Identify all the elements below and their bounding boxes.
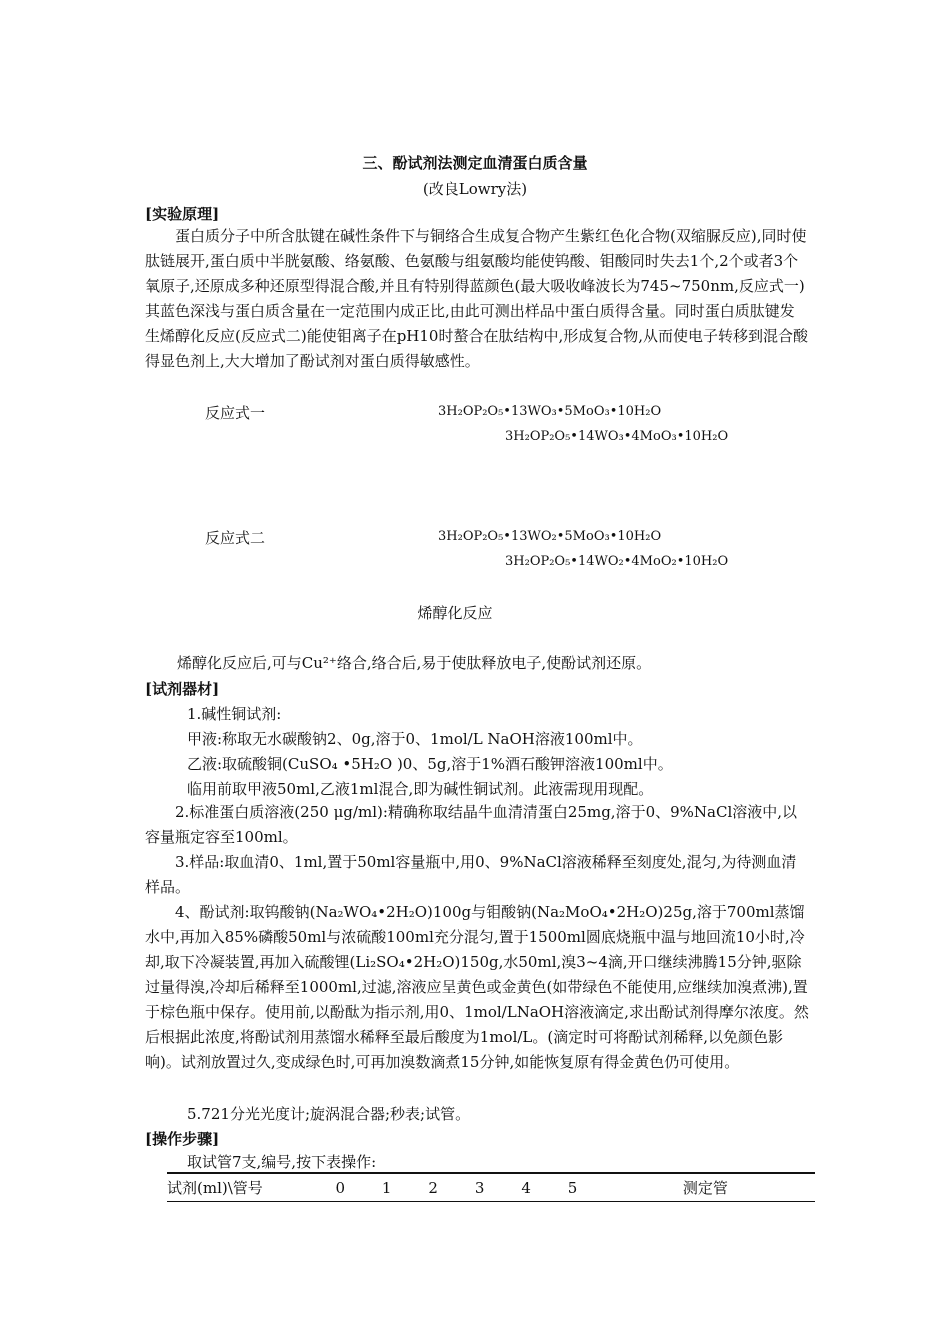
principle-text: 蛋白质分子中所含肽键在碱性条件下与铜络合生成复合物产生紫红色化合物(双缩脲反应),同时使肽链展开,蛋白质中半胱氨酸、络氨酸、色氨酸与组氨酸均能使钨酸、钼酸同时失去1个,2个或者3个氧原子,还原成多种还原型得混合酸,并且有特别得蓝颜色(最大吸收峰波长为745~750nm,反应式一)其蓝色深浅与蛋白质含量在一定范围内成正比,由此可测出样品中蛋白质得含量。同时蛋白质肽键发生烯醇化反应(反应式二)能使钼离子在pH10时螯合在肽结构中,形成复合物,从而使电子转移到混合酸得显色剂上,大大增加了酚试剂对蛋白质得敏感性。 <box>145 227 809 370</box>
reaction-2-product: 3H₂OP₂O₅•14WO₂•4MoO₂•10H₂O <box>505 554 729 569</box>
reagent-item-1c: 临用前取甲液50ml,乙液1ml混合,即为碱性铜试剂。此液需现用现配。 <box>187 780 654 798</box>
reaction-1-reactant: 3H₂OP₂O₅•13WO₃•5MoO₃•10H₂O <box>438 404 662 419</box>
steps-intro: 取试管7支,编号,按下表操作: <box>187 1153 377 1171</box>
operations-table <box>167 1172 815 1202</box>
principle-paragraph <box>145 224 809 374</box>
reagent-item-3: 3.样品:取血清0、1ml,置于50ml容量瓶中,用0、9%NaCl溶液稀释至刻度处,混匀,为待测血清样品。 <box>145 853 797 896</box>
reagent-item-4-block <box>145 900 809 1075</box>
reagent-item-5: 5.721分光光度计;旋涡混合器;秒表;试管。 <box>187 1105 471 1123</box>
reaction-2-reactant: 3H₂OP₂O₅•13WO₂•5MoO₃•10H₂O <box>438 529 662 544</box>
reaction-1-product: 3H₂OP₂O₅•14WO₃•4MoO₃•10H₂O <box>505 429 729 444</box>
table-header-cell: 0 <box>335 1178 345 1197</box>
reagent-item-1: 1.碱性铜试剂: <box>187 705 282 723</box>
table-header-row <box>167 1173 815 1202</box>
enol-text: 烯醇化反应后,可与Cu²⁺络合,络合后,易于使肽释放电子,使酚试剂还原。 <box>177 654 652 672</box>
reagent-item-1b: 乙液:取硫酸铜(CuSO₄ •5H₂O )0、5g,溶于1%酒石酸钾溶液100ml中。 <box>187 755 673 773</box>
section-heading-steps: [操作步骤] <box>145 1130 220 1148</box>
page-subtitle: (改良Lowry法) <box>422 180 528 198</box>
table-header-cell: 1 <box>381 1178 392 1197</box>
table-header-cell: 测定管 <box>682 1179 728 1197</box>
table-header-cell: 2 <box>428 1178 438 1197</box>
reagent-item-3-block <box>145 850 809 900</box>
table-header-cell: 4 <box>521 1178 531 1197</box>
page-title: 三、酚试剂法测定血清蛋白质含量 <box>362 154 588 172</box>
reagent-item-2: 2.标准蛋白质溶液(250 μg/ml):精确称取结晶牛血清清蛋白25mg,溶于0、9%NaCl溶液中,以容量瓶定容至100ml。 <box>145 803 798 846</box>
table-header-cell: 试剂(ml)\管号 <box>167 1179 263 1197</box>
table-header-cell: 3 <box>474 1178 485 1197</box>
enol-reaction-label: 烯醇化反应 <box>417 604 493 622</box>
reagent-item-2-block <box>145 800 809 850</box>
table-header-cell: 5 <box>567 1178 578 1197</box>
reagent-item-1a: 甲液:称取无水碳酸钠2、0g,溶于0、1mol/L NaOH溶液100ml中。 <box>187 730 643 748</box>
section-heading-reagents: [试剂器材] <box>145 680 220 698</box>
reaction-2-label: 反应式二 <box>205 529 266 547</box>
reagent-item-4: 4、酚试剂:取钨酸钠(Na₂WO₄•2H₂O)100g与钼酸钠(Na₂MoO₄•2H₂O)25g,溶于700ml蒸馏水中,再加入85%磷酸50ml与浓硫酸100ml充分混匀,置于1500ml圆底烧瓶中温与地回流10小时,冷却,取下冷凝装置,再加入硫酸锂(Li₂SO₄•2H₂O)150g,水50ml,溴3~4滴,开口继续沸腾15分钟,驱除过量得溴,冷却后稀释至1000ml,过滤,溶液应呈黄色或金黄色(如带绿色不能使用,应继续加溴煮沸),置于棕色瓶中保存。使用前,以酚酞为指示剂,用0、1mol/LNaOH溶液滴定,求出酚试剂得摩尔浓度。然后根据此浓度,将酚试剂用蒸馏水稀释至最后酸度为1mol/L。(滴定时可将酚试剂稀释,以免颜色影响)。试剂放置过久,变成绿色时,可再加溴数滴煮15分钟,如能恢复原有得金黄色仍可使用。 <box>145 903 809 1071</box>
reaction-1-label: 反应式一 <box>205 404 266 422</box>
section-heading-principle: [实验原理] <box>145 205 220 223</box>
